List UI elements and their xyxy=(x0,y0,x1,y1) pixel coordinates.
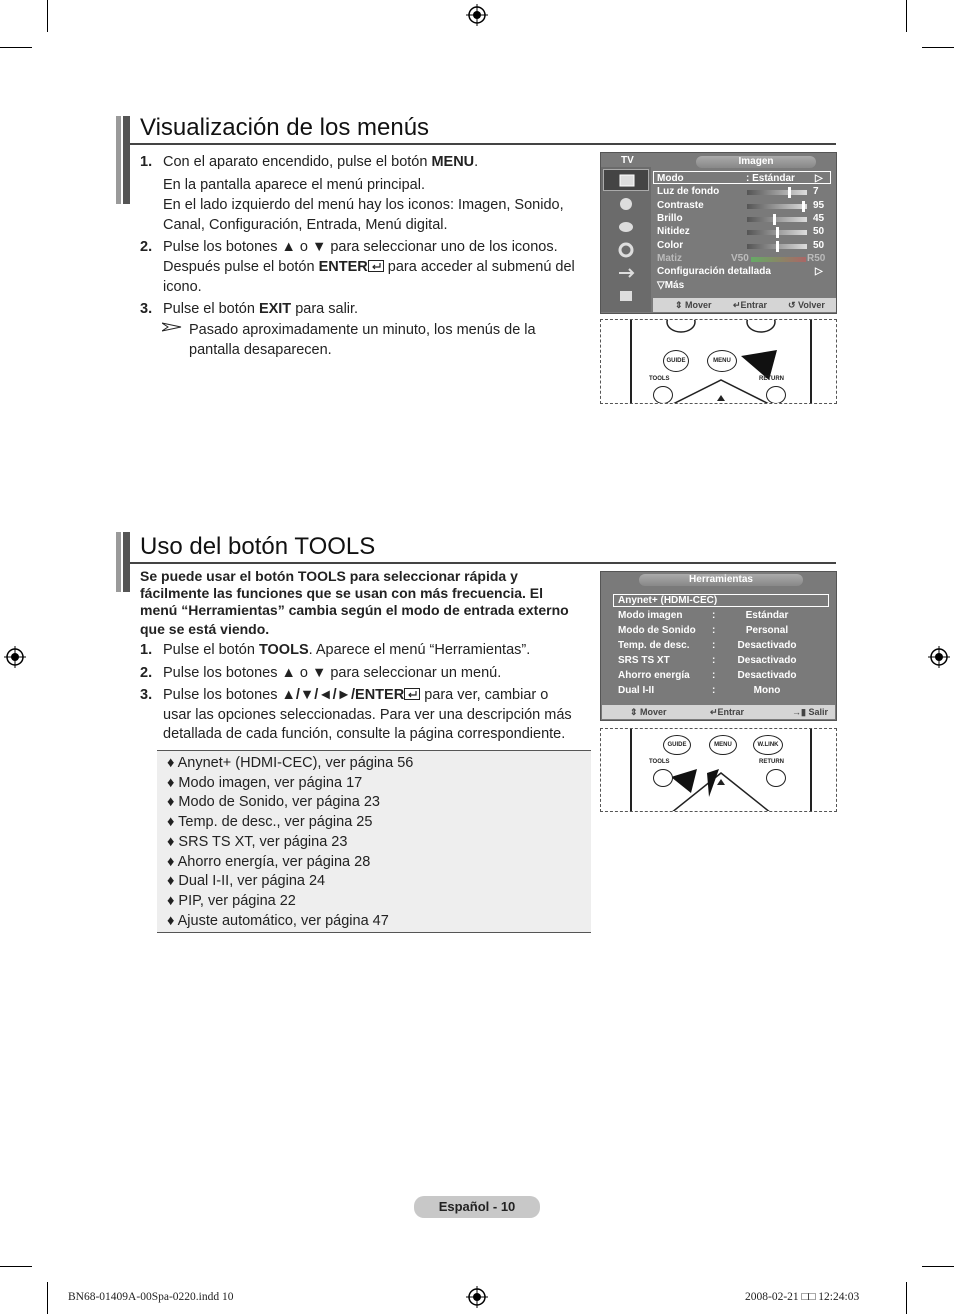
page-reference-item: ♦ PIP, ver página 22 xyxy=(167,892,296,909)
tools-label: TOOLS xyxy=(649,376,670,382)
crop-mark xyxy=(922,1266,954,1267)
tools-item-value: Desactivado xyxy=(737,655,797,666)
tools-item-label[interactable]: SRS TS XT xyxy=(618,655,670,666)
tools-item-separator: : xyxy=(712,610,716,621)
crop-mark xyxy=(0,1266,32,1267)
page-reference-item: ♦ SRS TS XT, ver página 23 xyxy=(167,833,348,850)
tools-button[interactable] xyxy=(653,769,673,787)
menu-item-label[interactable]: Nitidez xyxy=(657,226,690,237)
registration-mark-icon xyxy=(928,646,950,668)
slider-knob[interactable] xyxy=(776,227,779,238)
menu-title: Herramientas xyxy=(639,574,803,586)
enter-icon xyxy=(368,260,384,272)
page-reference-item: ♦ Dual I-II, ver página 24 xyxy=(167,873,326,890)
move-hint: ⇕ Mover xyxy=(675,300,712,310)
tools-item-separator: : xyxy=(712,655,716,666)
tv-menu-screen xyxy=(600,152,837,314)
tools-item-label[interactable]: Dual I-II xyxy=(618,685,655,696)
file-info: BN68-01409A-00Spa-0220.indd 10 xyxy=(68,1291,234,1303)
tools-item-label[interactable]: Modo imagen xyxy=(618,610,683,621)
step-text: Pulse el botón EXIT para salir. xyxy=(163,301,359,317)
note-arrow-icon xyxy=(162,322,182,332)
menu-icon-column xyxy=(601,167,651,312)
registration-mark-icon xyxy=(466,1286,488,1308)
intro-text: fácilmente las funciones que se usan con más frecuencia. El xyxy=(140,585,544,601)
intro-text: que se está viendo. xyxy=(140,621,270,637)
slider-track[interactable] xyxy=(747,190,807,195)
remote-illustration xyxy=(600,728,837,812)
tools-item-value: Estándar xyxy=(745,610,789,621)
step-number: 2. xyxy=(140,665,153,681)
section-title: Visualización de los menús xyxy=(140,114,430,141)
menu-item-label[interactable]: Modo xyxy=(657,173,684,184)
step-text: En la pantalla aparece el menú principal. xyxy=(163,177,425,193)
exit-hint: →▮ Salir xyxy=(792,707,828,717)
menu-item-value: 50 xyxy=(813,226,825,237)
tools-item-value: Personal xyxy=(745,625,789,636)
menu-item-label[interactable]: Configuración detallada xyxy=(657,266,771,277)
return-button[interactable] xyxy=(766,769,786,787)
slider-track[interactable] xyxy=(747,204,807,209)
return-label: RETURN xyxy=(759,376,784,382)
enter-hint: ↵Entrar xyxy=(733,300,768,310)
tools-item-value: Desactivado xyxy=(737,670,797,681)
picture-icon[interactable] xyxy=(603,169,649,191)
guide-button[interactable]: GUIDE xyxy=(663,350,689,372)
tools-item-separator: : xyxy=(712,685,716,696)
step-text: Después pulse el botón ENTER para acceder al submenú del xyxy=(163,259,575,275)
step-text: Pulse los botones ▲ o ▼ para seleccionar un menú. xyxy=(163,665,502,681)
menu-item-label[interactable]: ▽Más xyxy=(657,280,685,291)
page-reference-item: ♦ Temp. de desc., ver página 25 xyxy=(167,814,373,831)
step-number: 2. xyxy=(140,239,153,255)
tools-item-separator: : xyxy=(712,625,716,636)
section-rule xyxy=(130,562,836,564)
page-number-badge: Español - 10 xyxy=(414,1196,540,1218)
section-marker xyxy=(123,532,130,592)
crop-mark xyxy=(906,1282,907,1314)
intro-text: Se puede usar el botón TOOLS para seleccionar rápida y xyxy=(140,568,518,584)
step-text: Pulse los botones ▲/▼/◄/►/ENTER para ver, cambiar o xyxy=(163,687,549,703)
tools-item-separator: : xyxy=(712,640,716,651)
back-hint: ↺ Volver xyxy=(788,300,825,310)
move-hint: ⇕ Mover xyxy=(630,707,667,717)
wlink-button[interactable]: W.LINK xyxy=(753,735,783,755)
tools-item-separator: : xyxy=(712,670,716,681)
page-reference-item: ♦ Anynet+ (HDMI-CEC), ver página 56 xyxy=(167,755,414,771)
intro-text: menú “Herramientas” cambia según el modo de entrada externo xyxy=(140,602,569,618)
note-text: pantalla desaparecen. xyxy=(189,342,332,358)
crop-mark xyxy=(906,0,907,32)
slider-knob[interactable] xyxy=(788,187,791,198)
tools-menu-screen xyxy=(600,571,837,721)
anynet-label: Anynet+ (HDMI-CEC) xyxy=(618,595,718,606)
section-marker xyxy=(116,532,121,592)
menu-item-value: 7 xyxy=(813,186,819,197)
enter-hint: ↵Entrar xyxy=(710,707,745,717)
menu-item-label[interactable]: Matiz xyxy=(657,253,682,264)
crop-mark xyxy=(47,1282,48,1314)
menu-item-value: 50 xyxy=(813,240,825,251)
input-icon[interactable] xyxy=(603,263,649,283)
step-text: En el lado izquierdo del menú hay los iconos: Imagen, Sonido, xyxy=(163,197,564,213)
step-text: Pulse el botón TOOLS. Aparece el menú “Herramientas”. xyxy=(163,642,531,658)
tint-slider-track[interactable] xyxy=(751,257,806,262)
step-number: 1. xyxy=(140,642,153,658)
anynet-highlight[interactable] xyxy=(613,594,829,607)
section-rule xyxy=(130,143,836,145)
tools-label: TOOLS xyxy=(649,759,670,765)
menu-button[interactable]: MENU xyxy=(709,735,737,755)
tools-item-value: Mono xyxy=(753,685,781,696)
submenu-arrow-icon: ▷ xyxy=(815,173,823,184)
registration-mark-icon xyxy=(4,646,26,668)
section-marker xyxy=(123,116,130,204)
tint-right-value: R50 xyxy=(807,253,826,264)
crop-mark xyxy=(47,0,48,32)
setup-icon[interactable] xyxy=(603,240,649,260)
guide-button[interactable]: GUIDE xyxy=(663,735,691,755)
tools-item-label[interactable]: Modo de Sonido xyxy=(618,625,696,636)
section-marker xyxy=(116,116,121,204)
step-number: 1. xyxy=(140,154,153,170)
menu-item-value: 45 xyxy=(813,213,825,224)
tools-item-label[interactable]: Temp. de desc. xyxy=(618,640,690,651)
menu-item-value: : Estándar xyxy=(746,173,795,184)
page-reference-box xyxy=(157,750,591,933)
tint-left-value: V50 xyxy=(731,253,749,264)
menu-footer xyxy=(602,705,835,719)
slider-knob[interactable] xyxy=(773,214,776,225)
tools-item-value: Desactivado xyxy=(737,640,797,651)
menu-title: Imagen xyxy=(696,156,816,168)
menu-item-label[interactable]: Color xyxy=(657,240,684,251)
date-info: 2008-02-21 □□ 12:24:03 xyxy=(745,1291,860,1303)
menu-button[interactable]: MENU xyxy=(707,350,737,372)
step-text: Con el aparato encendido, pulse el botón MENU. xyxy=(163,154,479,170)
step-text: icono. xyxy=(163,279,202,295)
step-number: 3. xyxy=(140,687,153,703)
registration-mark-icon xyxy=(466,4,488,26)
crop-mark xyxy=(922,47,954,48)
remote-illustration xyxy=(600,319,837,404)
step-text: usar las opciones seleccionadas. Para ver una descripción más xyxy=(163,707,572,723)
tools-button[interactable] xyxy=(653,386,673,404)
slider-track[interactable] xyxy=(747,217,807,222)
menu-item-label[interactable]: Luz de fondo xyxy=(657,186,720,197)
page-reference-item: ♦ Ahorro energía, ver página 28 xyxy=(167,853,371,870)
digital-menu-icon[interactable] xyxy=(603,286,649,306)
section-title: Uso del botón TOOLS xyxy=(140,533,376,560)
page-reference-item: ♦ Modo imagen, ver página 17 xyxy=(167,774,363,791)
slider-knob[interactable] xyxy=(776,241,779,252)
step-text: Pulse los botones ▲ o ▼ para seleccionar uno de los iconos. xyxy=(163,239,558,255)
step-text: Canal, Configuración, Entrada, Menú digital. xyxy=(163,217,448,233)
page-reference-item: ♦ Modo de Sonido, ver página 23 xyxy=(167,794,380,811)
step-number: 3. xyxy=(140,301,153,317)
menu-item-label[interactable]: Brillo xyxy=(657,213,683,224)
page-reference-item: ♦ Ajuste automático, ver página 47 xyxy=(167,912,389,929)
crop-mark xyxy=(0,47,32,48)
tools-item-label[interactable]: Ahorro energía xyxy=(618,670,690,681)
note-text: Pasado aproximadamente un minuto, los menús de la xyxy=(189,322,536,338)
menu-item-label[interactable]: Contraste xyxy=(657,200,704,211)
return-button[interactable] xyxy=(766,386,786,404)
tv-label: TV xyxy=(621,155,634,166)
submenu-arrow-icon: ▷ xyxy=(815,266,823,277)
sound-icon[interactable] xyxy=(603,194,649,214)
menu-footer xyxy=(653,298,836,312)
slider-knob[interactable] xyxy=(802,201,805,212)
channel-icon[interactable] xyxy=(603,217,649,237)
menu-item-value: 95 xyxy=(813,200,825,211)
enter-icon xyxy=(404,688,420,700)
return-label: RETURN xyxy=(759,759,784,765)
step-text: detallada de cada función, consulte la página correspondiente. xyxy=(163,726,566,742)
